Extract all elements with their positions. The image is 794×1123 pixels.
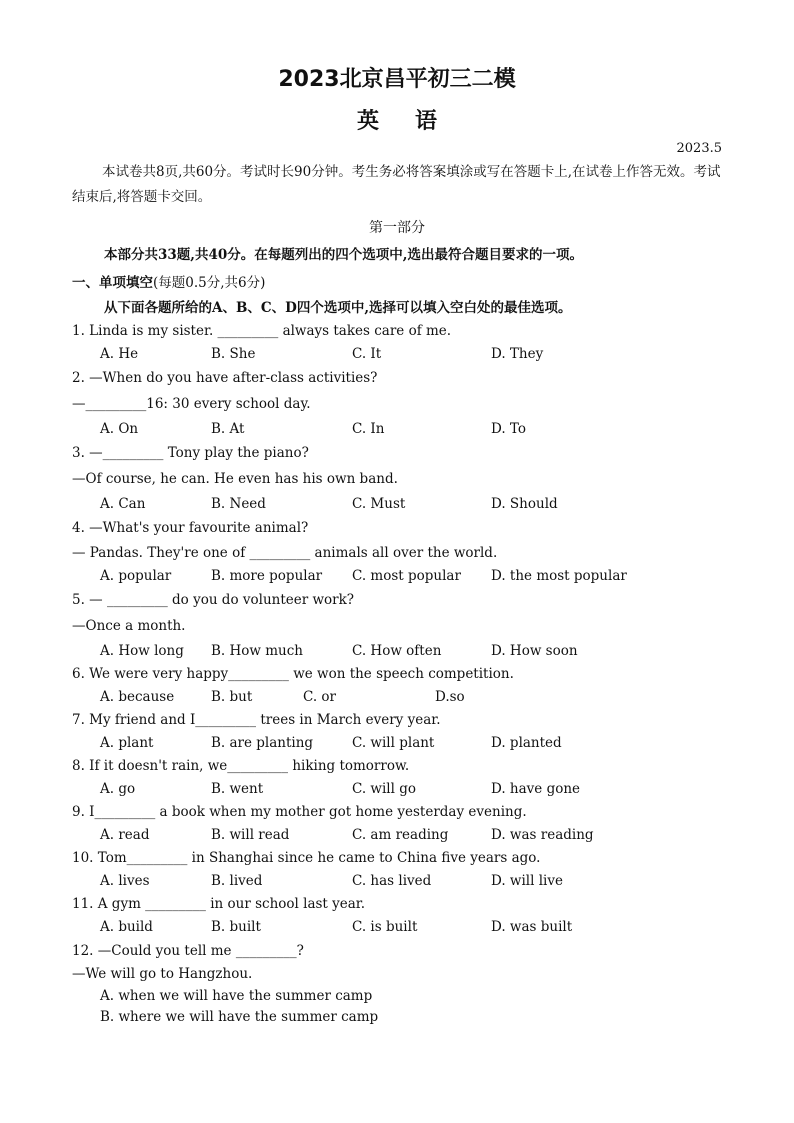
question-4-option: B. more popular [211, 568, 323, 584]
question-11-option: B. built [211, 919, 261, 935]
question-6-option: B. but [211, 689, 253, 705]
question-3-option: D. Should [491, 496, 558, 512]
question-12-text: —We will go to Hangzhou. [72, 966, 253, 982]
question-1-option: C. It [352, 346, 382, 362]
question-4-option: A. popular [100, 568, 172, 584]
question-4-option: D. the most popular [491, 568, 627, 584]
question-7-option: D. planted [491, 735, 562, 751]
section-heading [72, 271, 265, 291]
part-title: 第一部分 [369, 220, 425, 236]
question-6-option: A. because [100, 689, 175, 705]
question-10-option: A. lives [100, 873, 150, 889]
question-12-option: A. when we will have the summer camp [100, 988, 373, 1004]
question-3-option: B. Need [211, 496, 266, 512]
question-10-option: B. lived [211, 873, 263, 889]
question-7-option: C. will plant [352, 735, 435, 751]
question-1-option: D. They [491, 346, 544, 362]
question-12-option: B. where we will have the summer camp [100, 1009, 379, 1025]
question-9-option: A. read [100, 827, 150, 843]
question-7-option: B. are planting [211, 735, 314, 751]
question-3-text: 3. —_________ Tony play the piano? [72, 445, 309, 461]
exam-subject: 英语 [356, 109, 473, 134]
question-9-option: D. was reading [491, 827, 594, 843]
question-4-option: C. most popular [352, 568, 461, 584]
question-3-text: —Of course, he can. He even has his own band. [72, 471, 398, 487]
section-instruction: 从下面各题所给的A、B、C、D四个选项中,选择可以填入空白处的最佳选项。 [104, 300, 572, 316]
question-6-option: D.so [435, 689, 465, 705]
question-2-option: B. At [211, 421, 245, 437]
question-5-text: 5. — _________ do you do volunteer work? [72, 592, 355, 608]
question-11-option: D. was built [491, 919, 573, 935]
question-1-text: 1. Linda is my sister. _________ always takes care of me. [72, 323, 452, 339]
question-2-option: D. To [491, 421, 527, 437]
question-7-option: A. plant [100, 735, 154, 751]
question-7-text: 7. My friend and I_________ trees in March every year. [72, 712, 441, 728]
question-1-option: B. She [211, 346, 256, 362]
question-11-option: C. is built [352, 919, 418, 935]
question-11-text: 11. A gym _________ in our school last year. [72, 896, 366, 912]
question-6-text: 6. We were very happy_________ we won the speech competition. [72, 666, 514, 682]
question-5-option: D. How soon [491, 643, 578, 659]
part-note: 本部分共33题,共40分。在每题列出的四个选项中,选出最符合题目要求的一项。 [104, 247, 583, 263]
question-1-option: A. He [100, 346, 139, 362]
question-10-option: C. has lived [352, 873, 432, 889]
question-4-text: — Pandas. They're one of _________ animals all over the world. [72, 545, 498, 561]
exam-title: 2023北京昌平初三二模 [278, 67, 516, 92]
question-5-option: C. How often [352, 643, 442, 659]
question-9-option: B. will read [211, 827, 290, 843]
question-3-option: A. Can [100, 496, 146, 512]
question-10-text: 10. Tom_________ in Shanghai since he came to China five years ago. [72, 850, 541, 866]
question-8-option: D. have gone [491, 781, 581, 797]
question-2-option: C. In [352, 421, 385, 437]
question-12-text: 12. —Could you tell me _________? [72, 943, 304, 959]
question-6-option: C. or [303, 689, 337, 705]
question-8-option: A. go [100, 781, 136, 797]
question-5-option: B. How much [211, 643, 304, 659]
question-9-option: C. am reading [352, 827, 449, 843]
question-11-option: A. build [100, 919, 153, 935]
section-title: 一、单项填空 [72, 275, 153, 291]
question-3-option: C. Must [352, 496, 406, 512]
question-2-text: 2. —When do you have after-class activities? [72, 370, 378, 386]
question-4-text: 4. —What's your favourite animal? [72, 520, 309, 536]
question-9-text: 9. I_________ a book when my mother got home yesterday evening. [72, 804, 527, 820]
question-8-option: C. will go [352, 781, 416, 797]
question-2-text: —_________16: 30 every school day. [72, 396, 311, 412]
question-10-option: D. will live [491, 873, 563, 889]
question-5-option: A. How long [100, 643, 184, 659]
exam-instructions: 本试卷共8页,共60分。考试时长90分钟。考生务必将答案填涂或写在答题卡上,在试卷上作答无效。考试结束后,将答题卡交回。 [72, 164, 721, 205]
question-5-text: —Once a month. [72, 618, 186, 634]
question-8-text: 8. If it doesn't rain, we_________ hiking tomorrow. [72, 758, 410, 774]
question-2-option: A. On [100, 421, 139, 437]
question-8-option: B. went [211, 781, 264, 797]
exam-date: 2023.5 [676, 141, 722, 156]
section-score: (每题0.5分,共6分) [153, 275, 266, 291]
